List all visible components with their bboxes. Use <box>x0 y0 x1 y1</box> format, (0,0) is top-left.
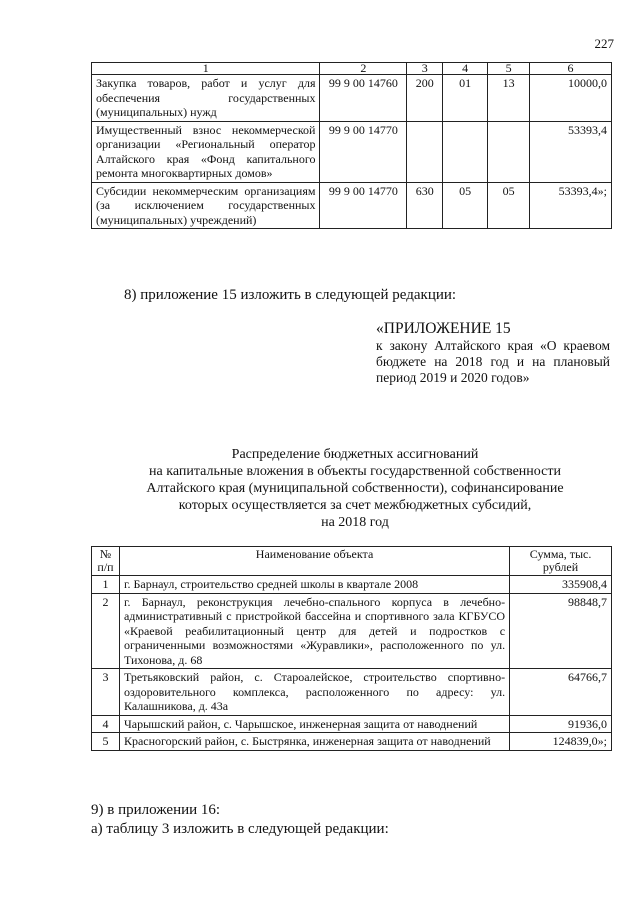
table-row <box>92 593 612 669</box>
row-number: 2 <box>92 593 120 669</box>
row-section: 05 <box>443 182 488 229</box>
row-amount: 53393,4 <box>530 121 612 182</box>
column-header-number: № п/п <box>92 547 120 576</box>
row-amount: 124839,0»; <box>510 733 612 751</box>
row-amount: 98848,7 <box>510 593 612 669</box>
row-amount: 91936,0 <box>510 715 612 733</box>
table-row <box>92 182 612 229</box>
table-row <box>92 75 612 122</box>
appendix-header <box>376 321 610 386</box>
appendix-text: к закону Алтайского края «О краевом бюджете на 2018 год и на плановый период 2019 и 2020 годов» <box>376 338 610 385</box>
column-header: 2 <box>320 63 407 75</box>
title-line: на капитальные вложения в объекты государственной собственности <box>149 464 561 479</box>
row-code: 99 9 00 14760 <box>320 75 407 122</box>
row-name: Субсидии некоммерческим организациям (за исключением государственных (муниципальных) учреждений) <box>92 182 320 229</box>
row-name: Третьяковский район, с. Староалейское, строительство спортивно-оздоровительного комплекса, расположенного по адресу: ул. Калашникова, д. 43а <box>119 669 509 716</box>
row-name: Красногорский район, с. Быстрянка, инженерная защита от наводнений <box>119 733 509 751</box>
table-row <box>92 715 612 733</box>
row-subsection: 13 <box>488 75 530 122</box>
row-expense-type: 200 <box>407 75 443 122</box>
row-expense-type: 630 <box>407 182 443 229</box>
row-name: Имущественный взнос некоммерческой организации «Региональный оператор Алтайского края «Фонд капитального ремонта многоквартирных домов» <box>92 121 320 182</box>
column-header: 4 <box>443 63 488 75</box>
row-number: 4 <box>92 715 120 733</box>
capital-investments-table <box>91 546 612 751</box>
column-header: 5 <box>488 63 530 75</box>
row-section: 01 <box>443 75 488 122</box>
row-subsection: 05 <box>488 182 530 229</box>
table-header-row <box>92 63 612 75</box>
budget-table <box>91 62 612 229</box>
column-header-amount: Сумма, тыс. рублей <box>510 547 612 576</box>
row-expense-type <box>407 121 443 182</box>
table-row <box>92 576 612 594</box>
title-line: Алтайского края (муниципальной собственности), софинансирование <box>146 481 564 496</box>
table-row <box>92 669 612 716</box>
title-line: которых осуществляется за счет межбюджетных субсидий, <box>178 498 532 513</box>
page-number: 227 <box>594 36 614 51</box>
table-row <box>92 733 612 751</box>
document-title <box>100 446 610 531</box>
table-row <box>92 121 612 182</box>
column-header: 6 <box>530 63 612 75</box>
title-line: Распределение бюджетных ассигнований <box>231 447 479 462</box>
appendix-title: «ПРИЛОЖЕНИЕ 15 <box>376 320 511 337</box>
row-subsection <box>488 121 530 182</box>
row-number: 5 <box>92 733 120 751</box>
row-amount: 64766,7 <box>510 669 612 716</box>
column-header-name: Наименование объекта <box>119 547 509 576</box>
column-header: 1 <box>92 63 320 75</box>
row-name: Закупка товаров, работ и услуг для обеспечения государственных (муниципальных) нужд <box>92 75 320 122</box>
row-section <box>443 121 488 182</box>
paragraph-8: 8) приложение 15 изложить в следующей редакции: <box>124 287 457 303</box>
title-line: на 2018 год <box>321 515 389 530</box>
row-name: г. Барнаул, реконструкция лечебно-спального корпуса в лечебно-административный с пристройкой бассейна и спортивного зала КГБУСО «Краевой реабилитационный центр для детей и подростков с ограниченными возможностями «Журавлики», расположенного по ул. Тихонова, д. 68 <box>119 593 509 669</box>
paragraph-9: 9) в приложении 16: <box>91 802 221 818</box>
row-name: г. Барнаул, строительство средней школы в квартале 2008 <box>119 576 509 594</box>
paragraph-9a: а) таблицу 3 изложить в следующей редакции: <box>91 821 389 837</box>
row-amount: 53393,4»; <box>530 182 612 229</box>
row-name: Чарышский район, с. Чарышское, инженерная защита от наводнений <box>119 715 509 733</box>
row-number: 3 <box>92 669 120 716</box>
row-code: 99 9 00 14770 <box>320 182 407 229</box>
row-amount: 335908,4 <box>510 576 612 594</box>
row-code: 99 9 00 14770 <box>320 121 407 182</box>
column-header: 3 <box>407 63 443 75</box>
row-number: 1 <box>92 576 120 594</box>
table-header-row <box>92 547 612 576</box>
row-amount: 10000,0 <box>530 75 612 122</box>
